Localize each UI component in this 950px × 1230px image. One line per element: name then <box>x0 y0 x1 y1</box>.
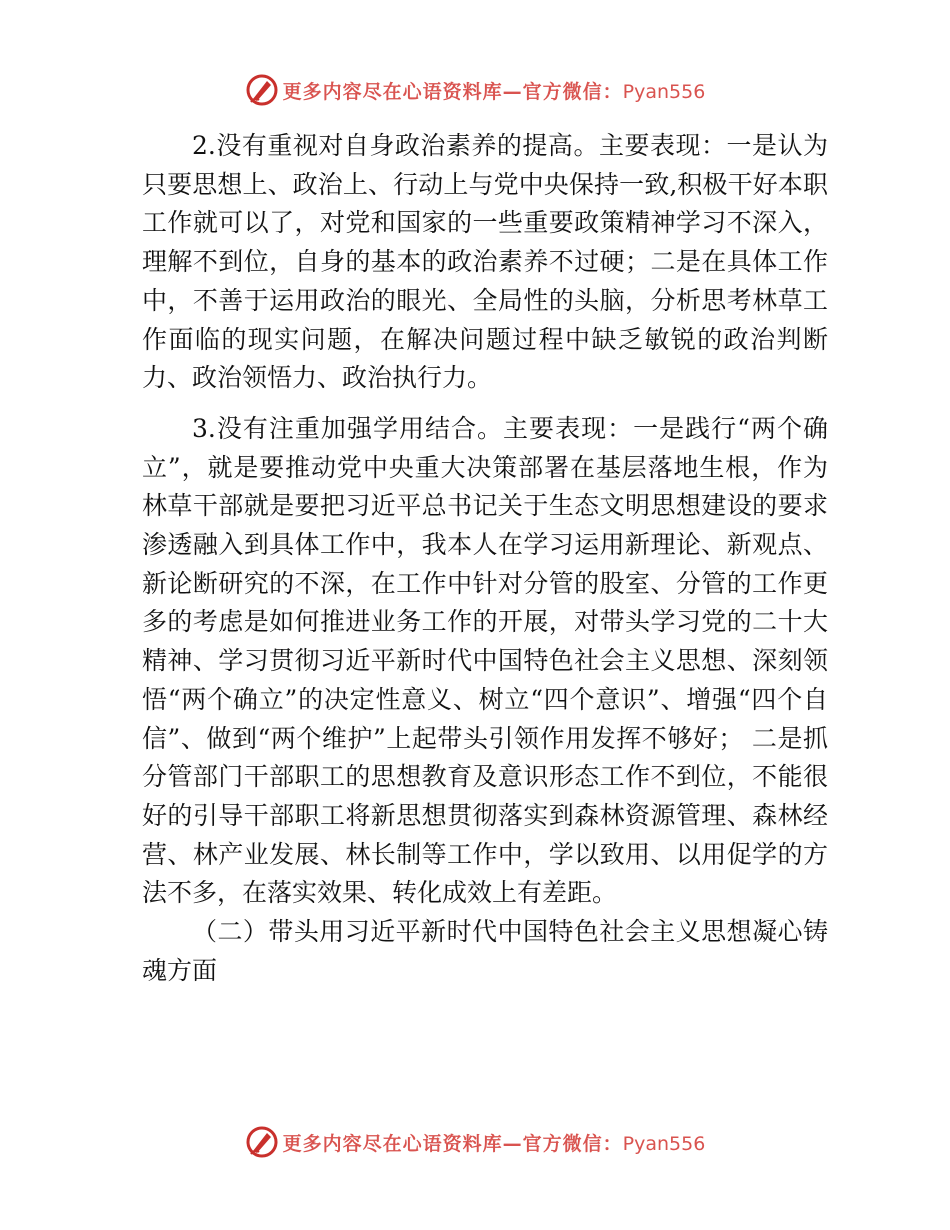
paragraph-item-3: 3.没有注重加强学用结合。主要表现：一是践行“两个确立”，就是要推动党中央重大决策部署在基层落地生根，作为林草干部就是要把习近平总书记关于生态文明思想建设的要求渗透融入到具体工作中，我本人在学习运用新理论、新观点、新论断研究的不深，在工作中针对分管的股室、分管的工作更多的考虑是如何推进业务工作的开展，对带头学习党的二十大精神、学习贯彻习近平新时代中国特色社会主义思想、深刻领悟“两个确立”的决定性意义、树立“四个意识”、增强“四个自信”、做到“两个维护”上起带头引领作用发挥不够好； 二是抓分管部门干部职工的思想教育及意识形态工作不到位，不能很好的引导干部职工将新思想贯彻落实到森林资源管理、森林经营、林产业发展、林长制等工作中，学以致用、以用促学的方法不多，在落实效果、转化成效上有差距。 <box>142 413 828 908</box>
header-banner-text: 更多内容尽在心语资料库—官方微信：Pyan556 <box>282 80 706 103</box>
pen-logo-icon <box>245 1125 279 1159</box>
document-body <box>142 127 828 990</box>
header-banner <box>0 70 950 110</box>
pen-logo-icon <box>245 73 279 107</box>
footer-banner <box>0 1122 950 1162</box>
paragraph-item-2: 2.没有重视对自身政治素养的提高。主要表现：一是认为只要思想上、政治上、行动上与党中央保持一致,积极干好本职工作就可以了，对党和国家的一些重要政策精神学习不深入，理解不到位，自身的基本的政治素养不过硬；二是在具体工作中，不善于运用政治的眼光、全局性的头脑，分析思考林草工作面临的现实问题，在解决问题过程中缺乏敏锐的政治判断力、政治领悟力、政治执行力。 <box>142 131 828 393</box>
section-heading-2: （二）带头用习近平新时代中国特色社会主义思想凝心铸魂方面 <box>142 917 828 985</box>
footer-banner-text: 更多内容尽在心语资料库—官方微信：Pyan556 <box>282 1132 706 1155</box>
